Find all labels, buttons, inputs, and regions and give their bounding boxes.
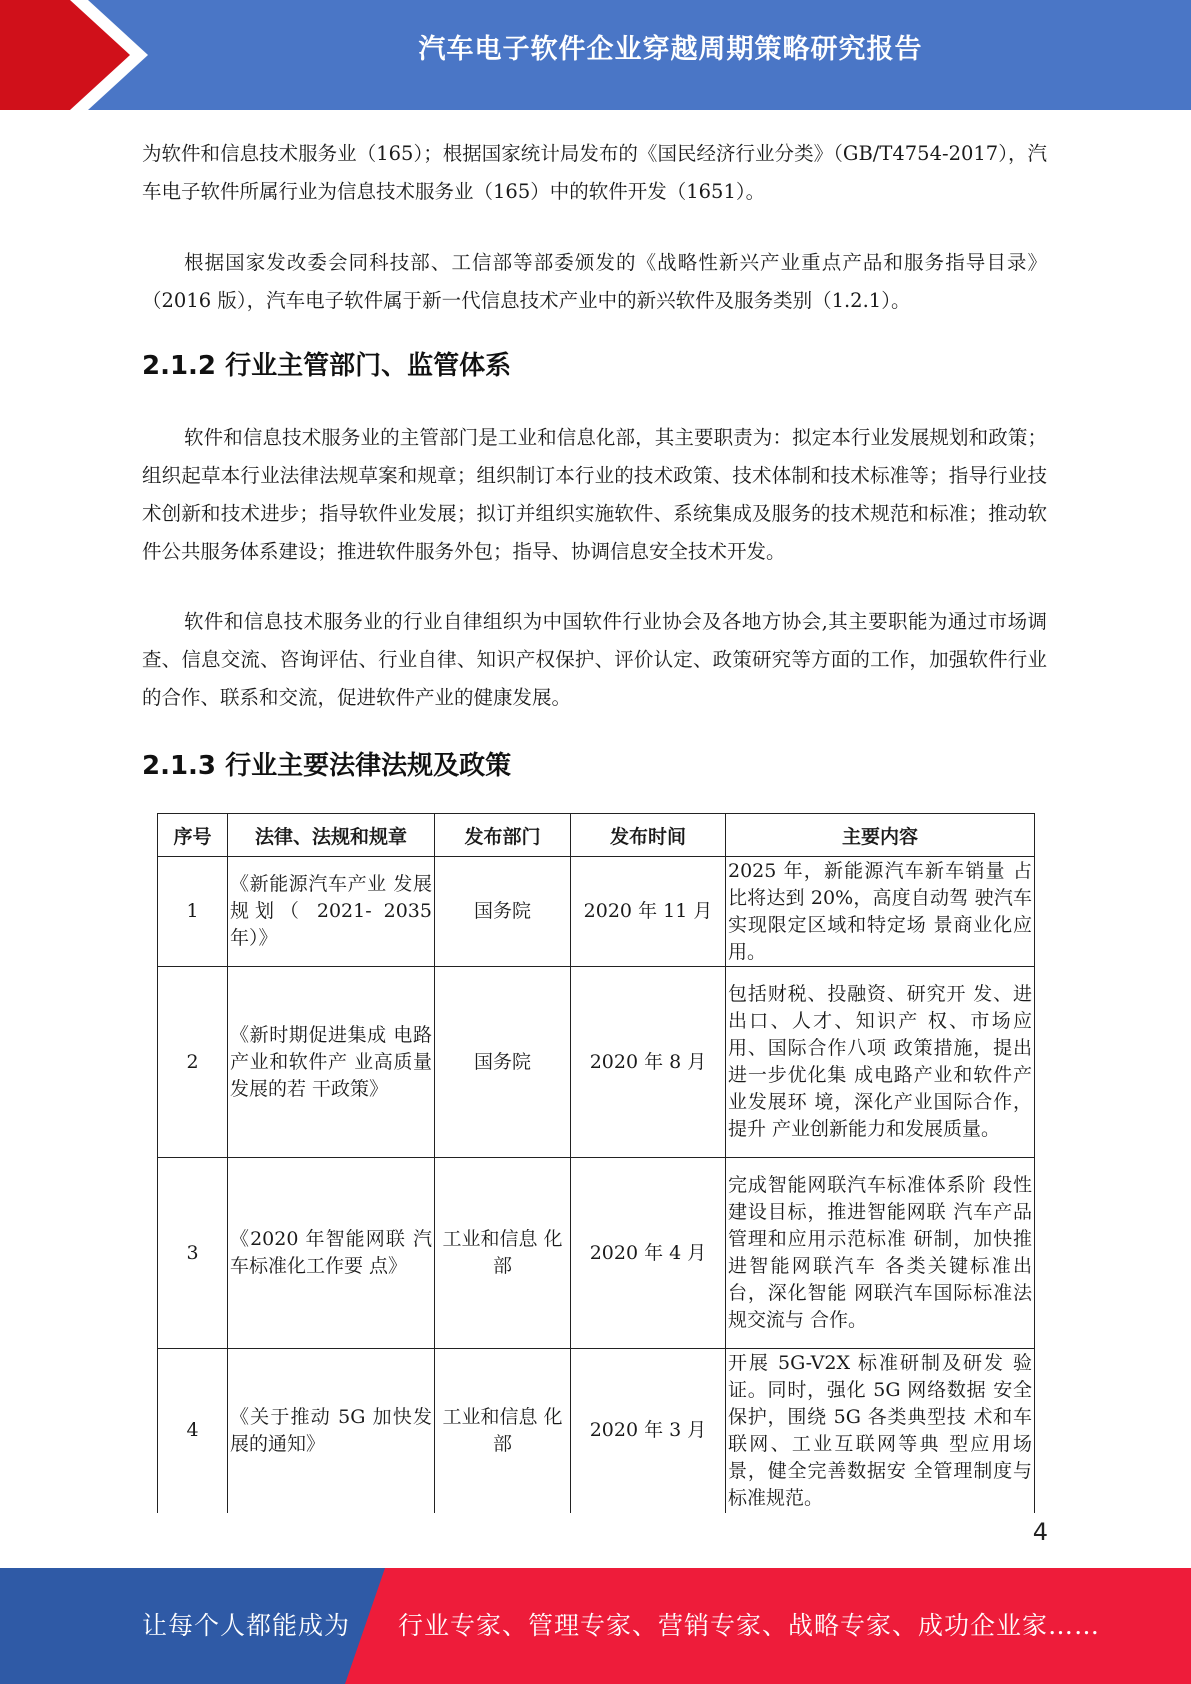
section-heading-regulators: 2.1.2 行业主管部门、监管体系 [142, 351, 512, 381]
paragraph-regulator-duties: 软件和信息技术服务业的主管部门是工业和信息化部，其主要职责为：拟定本行业发展规划和政策；组织起草本行业法律法规草案和规章；组织制订本行业的技术政策、技术体制和技术标准等；指导行业技术创新和技术进步；指导软件业发展；拟订并组织实施软件、系统集成及服务的技术规范和标准；推动软件公共服务体系建设；推进软件服务外包；指导、协调信息安全技术开发。 [142, 426, 1047, 563]
paragraph-industry-classification: 为软件和信息技术服务业（165）；根据国家统计局发布的《国民经济行业分类》（GB/T4754-2017），汽车电子软件所属行业为信息技术服务业（165）中的软件开发（1651）。 [142, 142, 1047, 203]
cell-law-name: 《新时期促进集成 电路产业和软件产 业高质量发展的若 干政策》 [228, 967, 435, 1158]
cell-department: 工业和信息 化部 [435, 1349, 571, 1513]
section-heading-laws-policies: 2.1.3 行业主要法律法规及政策 [142, 751, 512, 781]
cell-date: 2020 年 11 月 [571, 857, 726, 967]
table-row [158, 967, 1035, 1158]
page-footer [0, 1568, 1191, 1684]
cell-content: 包括财税、投融资、研究开 发、进出口、人才、知识产 权、市场应用、国际合作八项 政策措施，提出进一步优化集 成电路产业和软件产业发展环 境，深化产业国际合作，提升 产业创新能力和发展质量。 [726, 967, 1035, 1158]
column-header: 法律、法规和规章 [228, 814, 435, 857]
column-header: 主要内容 [726, 814, 1035, 857]
footer-slogan-left: 让每个人都能成为 [142, 1611, 351, 1640]
footer-slogan-right: 行业专家、管理专家、营销专家、战略专家、成功企业家…… [398, 1611, 1101, 1640]
laws-policies-table [157, 813, 1035, 1513]
paragraph-industry-association: 软件和信息技术服务业的行业自律组织为中国软件行业协会及各地方协会,其主要职能为通过市场调查、信息交流、咨询评估、行业自律、知识产权保护、评价认定、政策研究等方面的工作，加强软件行业的合作、联系和交流，促进软件产业的健康发展。 [142, 610, 1047, 709]
cell-index: 1 [158, 857, 228, 967]
cell-content: 完成智能网联汽车标准体系阶 段性建设目标，推进智能网联 汽车产品管理和应用示范标准 研制，加快推进智能网联汽车 各类关键标准出台，深化智能 网联汽车国际标准法规交流与 合作。 [726, 1158, 1035, 1349]
cell-index: 2 [158, 967, 228, 1158]
cell-law-name: 《2020 年智能网联 汽车标准化工作要 点》 [228, 1158, 435, 1349]
cell-department: 工业和信息 化部 [435, 1158, 571, 1349]
cell-law-name: 《新能源汽车产业 发展规划（ 2021- 2035 年）》 [228, 857, 435, 967]
column-header: 序号 [158, 814, 228, 857]
cell-department: 国务院 [435, 967, 571, 1158]
column-header: 发布时间 [571, 814, 726, 857]
column-header: 发布部门 [435, 814, 571, 857]
table-row [158, 1158, 1035, 1349]
page-number: 4 [1032, 1518, 1048, 1546]
cell-date: 2020 年 4 月 [571, 1158, 726, 1349]
table-header-row [158, 814, 1035, 857]
cell-index: 4 [158, 1349, 228, 1513]
table-row [158, 1349, 1035, 1513]
cell-content: 开展 5G-V2X 标准研制及研发 验证。同时，强化 5G 网络数据 安全保护，围绕 5G 各类典型技 术和车联网、工业互联网等典 型应用场景，健全完善数据安 全管理制度与标准规范。 [726, 1349, 1035, 1513]
header-chevron-decoration [0, 0, 150, 110]
cell-content: 2025 年，新能源汽车新车销量 占比将达到 20%，高度自动驾 驶汽车实现限定区域和特定场 景商业化应用。 [726, 857, 1035, 967]
page-header [0, 0, 1191, 110]
paragraph-strategic-catalog: 根据国家发改委会同科技部、工信部等部委颁发的《战略性新兴产业重点产品和服务指导目录》（2016 版），汽车电子软件属于新一代信息技术产业中的新兴软件及服务类别（1.2.1）。 [142, 251, 1047, 312]
cell-index: 3 [158, 1158, 228, 1349]
report-title: 汽车电子软件企业穿越周期策略研究报告 [418, 34, 923, 65]
table-row [158, 857, 1035, 967]
cell-date: 2020 年 3 月 [571, 1349, 726, 1513]
cell-department: 国务院 [435, 857, 571, 967]
cell-law-name: 《关于推动 5G 加快发展的通知》 [228, 1349, 435, 1513]
cell-date: 2020 年 8 月 [571, 967, 726, 1158]
